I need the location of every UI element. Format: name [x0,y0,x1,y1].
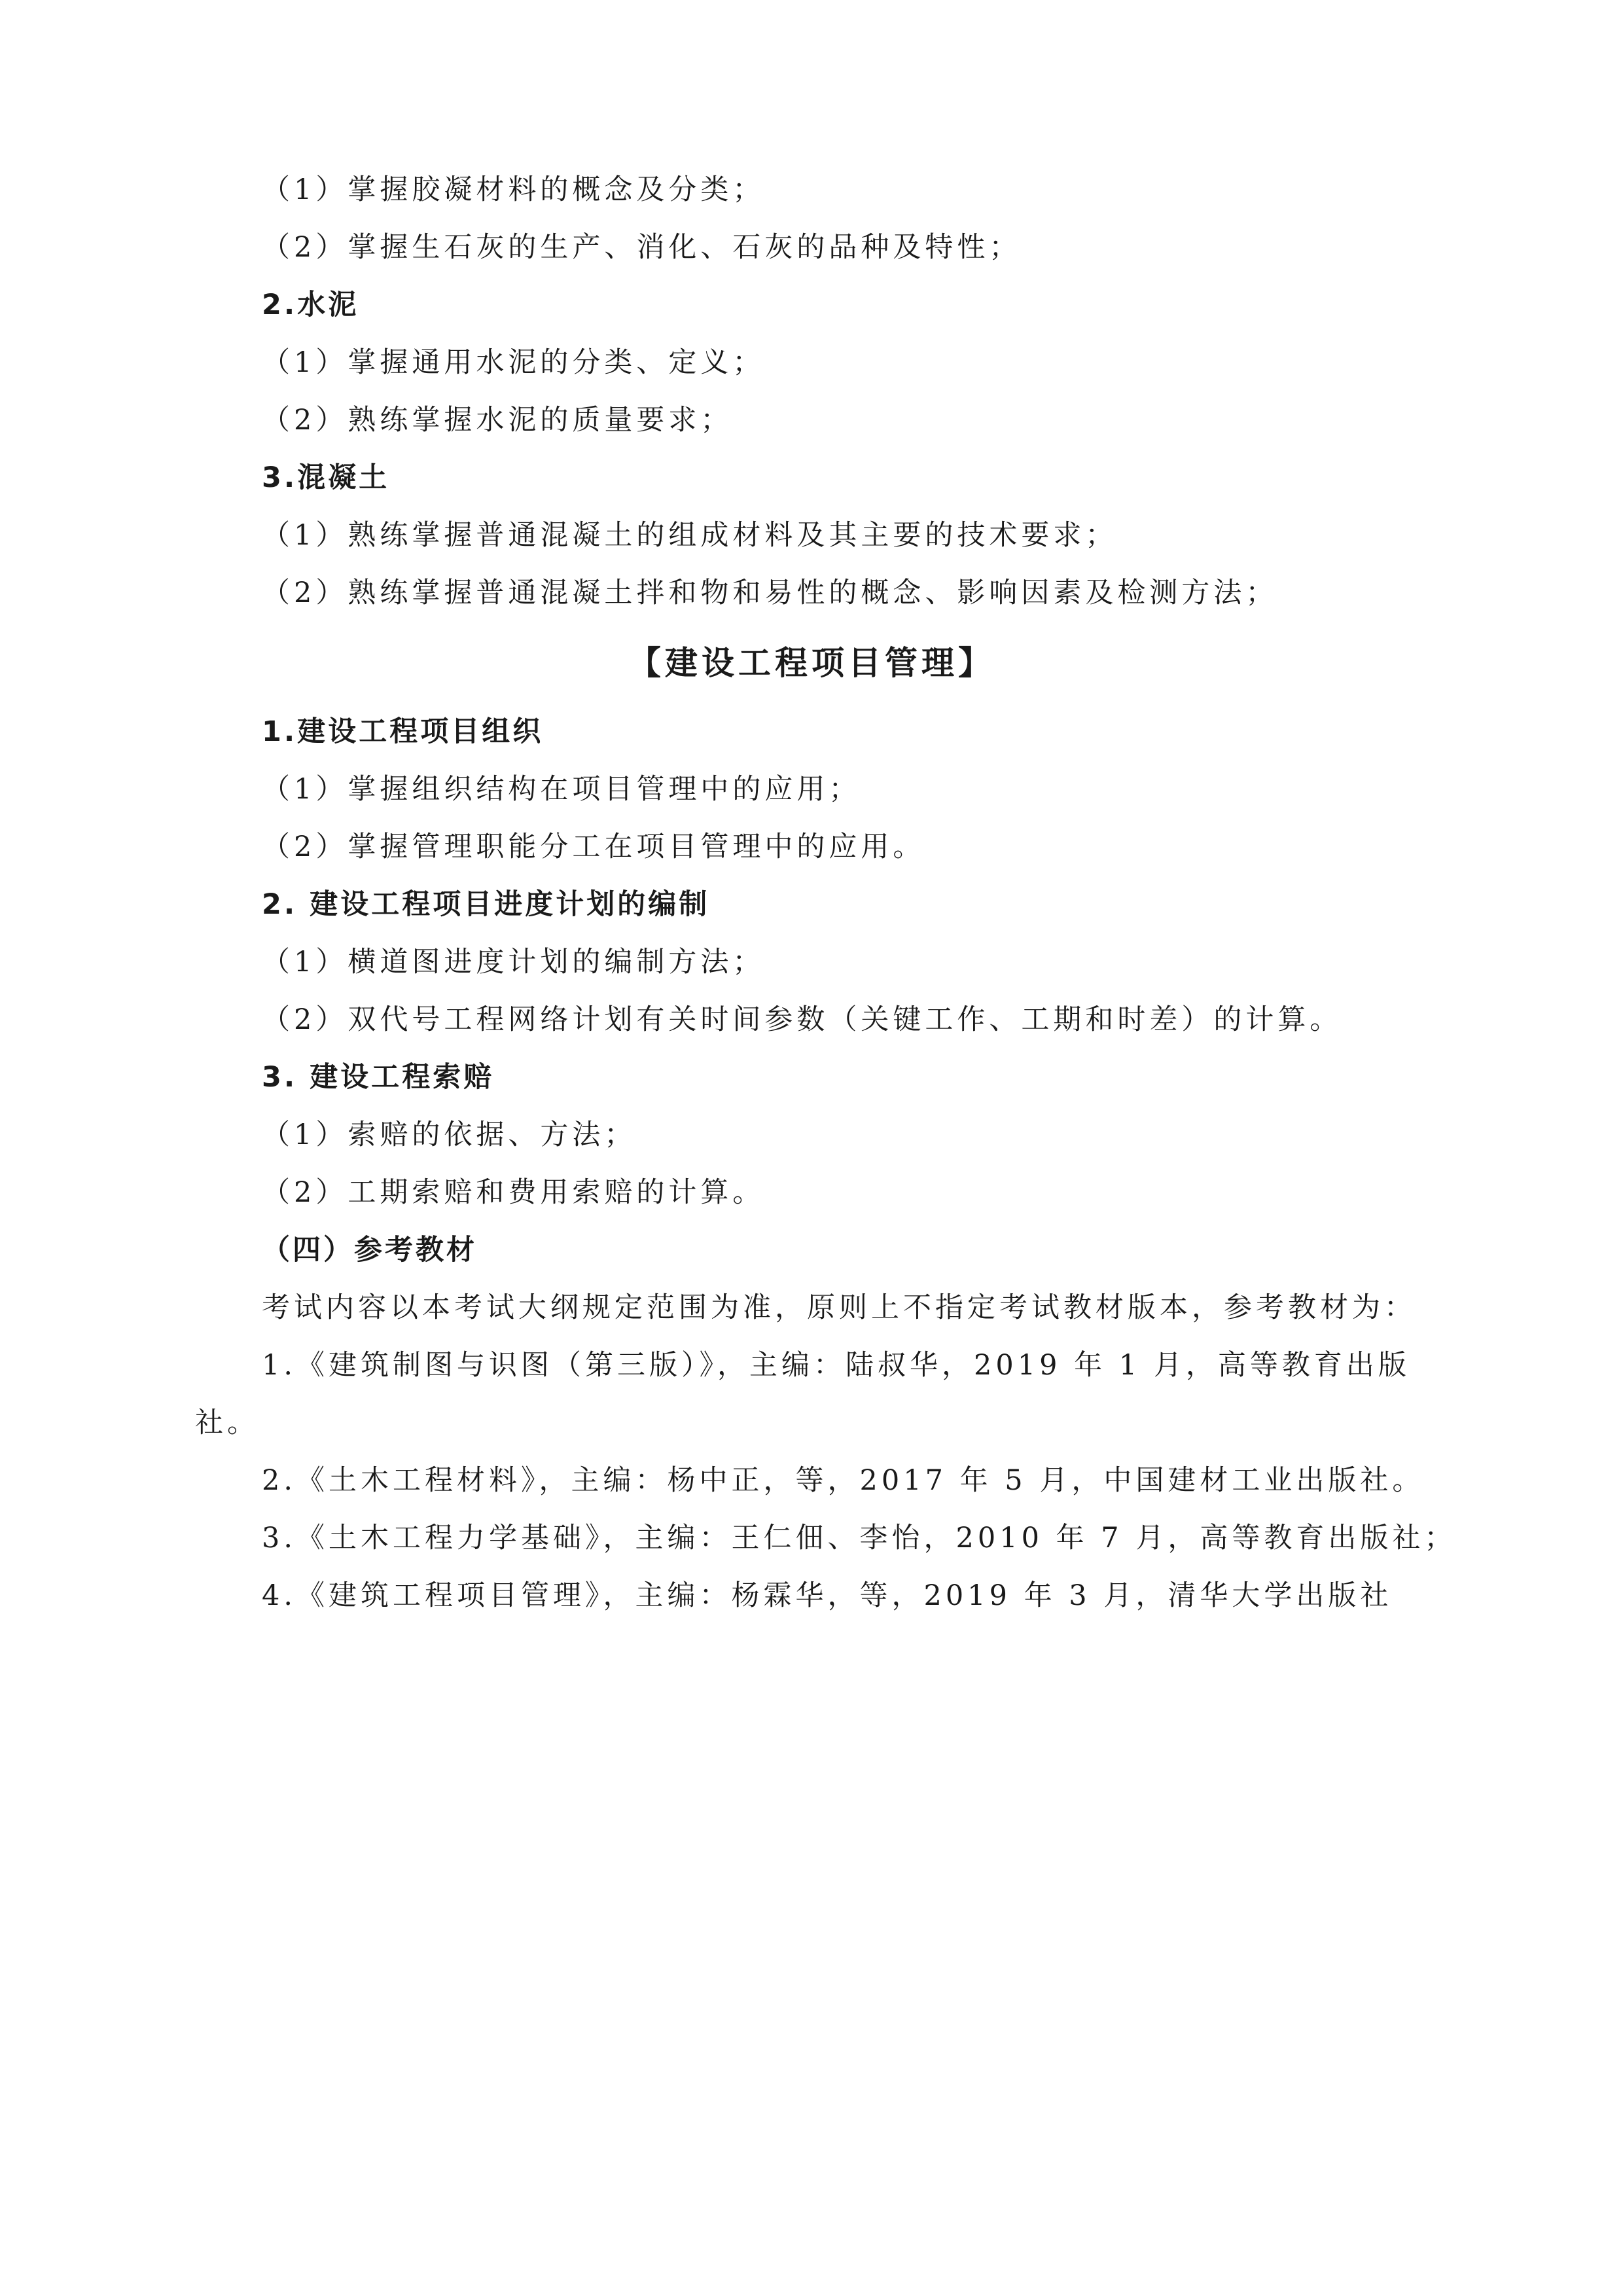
item-claim-calculation: （2）工期索赔和费用索赔的计算。 [262,1176,765,1209]
item-quicklime: （2）掌握生石灰的生产、消化、石灰的品种及特性； [262,231,1022,264]
reference-3: 3.《土木工程力学基础》，主编：王仁佃、李怡，2010 年 7 月，高等教育出版社； [262,1522,1457,1554]
item-cement-classification: （1）掌握通用水泥的分类、定义； [262,346,765,379]
item-org-structure: （1）掌握组织结构在项目管理中的应用； [262,773,861,806]
item-gantt-method: （1）横道图进度计划的编制方法； [262,946,765,978]
item-concrete-workability: （2）熟练掌握普通混凝土拌和物和易性的概念、影响因素及检测方法； [262,577,1278,609]
heading-references: （四）参考教材 [262,1234,477,1266]
reference-2: 2.《土木工程材料》，主编：杨中正，等，2017 年 5 月，中国建材工业出版社。 [262,1464,1425,1497]
references-intro: 考试内容以本考试大纲规定范围为准，原则上不指定考试教材版本，参考教材为： [262,1291,1416,1324]
heading-concrete: 3.混凝土 [262,461,390,494]
heading-schedule-planning: 2. 建设工程项目进度计划的编制 [262,888,710,921]
reference-4: 4.《建筑工程项目管理》，主编：杨霖华，等，2019 年 3 月，清华大学出版社 [262,1579,1393,1612]
item-management-division: （2）掌握管理职能分工在项目管理中的应用。 [262,831,925,863]
section-title-project-management: 【建设工程项目管理】 [628,644,995,682]
item-binder-concept: （1）掌握胶凝材料的概念及分类； [262,173,765,206]
reference-1-continuation: 社。 [195,1407,259,1439]
item-cement-quality: （2）熟练掌握水泥的质量要求； [262,404,733,437]
item-network-parameters: （2）双代号工程网络计划有关时间参数（关键工作、工期和时差）的计算。 [262,1003,1342,1036]
heading-cement: 2.水泥 [262,289,359,321]
item-claim-basis: （1）索赔的依据、方法； [262,1119,637,1151]
item-concrete-materials: （1）熟练掌握普通混凝土的组成材料及其主要的技术要求； [262,519,1118,552]
heading-project-organization: 1.建设工程项目组织 [262,715,544,748]
heading-claims: 3. 建设工程索赔 [262,1061,495,1094]
reference-1: 1.《建筑制图与识图（第三版）》，主编：陆叔华，2019 年 1 月，高等教育出版 [262,1349,1410,1382]
